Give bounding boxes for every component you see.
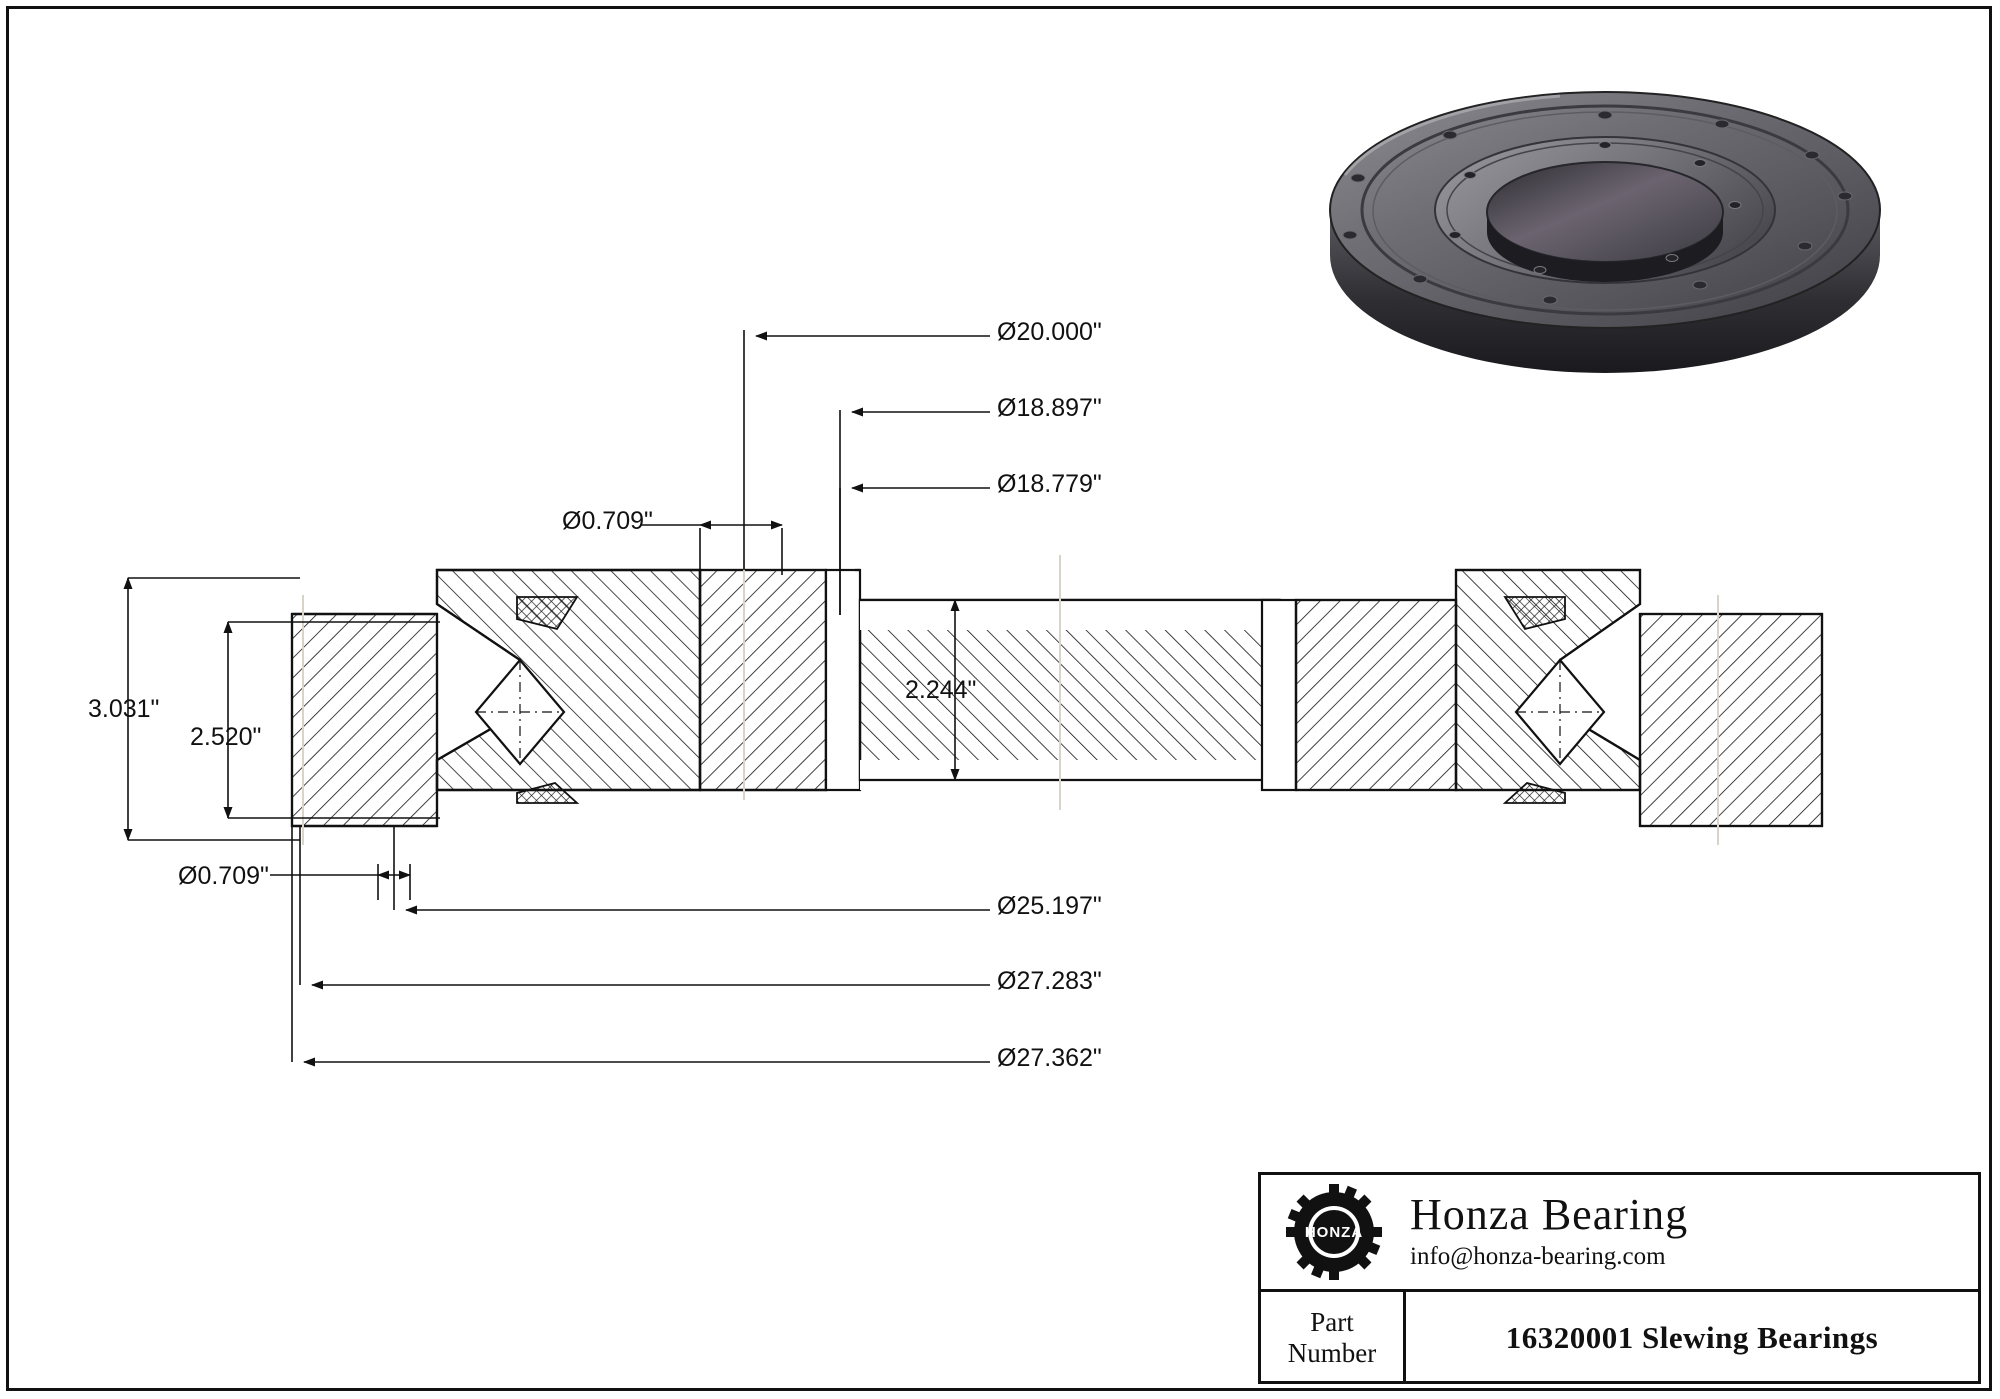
part-number-label-line2: Number [1287,1338,1377,1368]
dim-inner-height: 2.244" [905,676,977,704]
brand-name: Honza Bearing [1410,1189,1689,1239]
honza-logo [1261,1175,1406,1289]
right-body [1262,600,1456,790]
dim-bolt-circle-lower: Ø25.197" [997,892,1102,920]
part-number-value: 16320001 Slewing Bearings [1505,1320,1879,1355]
dim-hole-diameter-top: Ø0.709" [562,507,653,535]
part-number-label-line1: Part [1310,1306,1354,1337]
gear-icon [1274,1184,1394,1280]
cross-section [292,555,1822,845]
part-number-label [1261,1292,1406,1384]
dim-outer-1: Ø27.283" [997,967,1102,995]
dim-bolt-circle-upper: Ø20.000" [997,318,1102,346]
bearing-3d-illustration [1330,92,1880,373]
dim-inner-ring-height: 2.520" [190,723,262,751]
dim-outer-2: Ø27.362" [997,1044,1102,1072]
left-body [700,570,826,790]
dim-overall-height: 3.031" [88,695,160,723]
title-block-header [1261,1175,1978,1292]
dim-hole-diameter-bottom: Ø0.709" [178,862,269,890]
dim-raceway-upper-2: Ø18.779" [997,470,1102,498]
title-block [1258,1172,1981,1384]
dim-raceway-upper-1: Ø18.897" [997,394,1102,422]
title-block-part-row [1261,1292,1978,1384]
brand-area [1406,1189,1978,1272]
brand-email: info@honza-bearing.com [1410,1243,1666,1271]
outer-ring-left [292,614,437,826]
bolt-hole-left [826,570,860,790]
logo-wordmark: HONZA [1304,1224,1363,1241]
outer-ring-right [1640,614,1822,826]
